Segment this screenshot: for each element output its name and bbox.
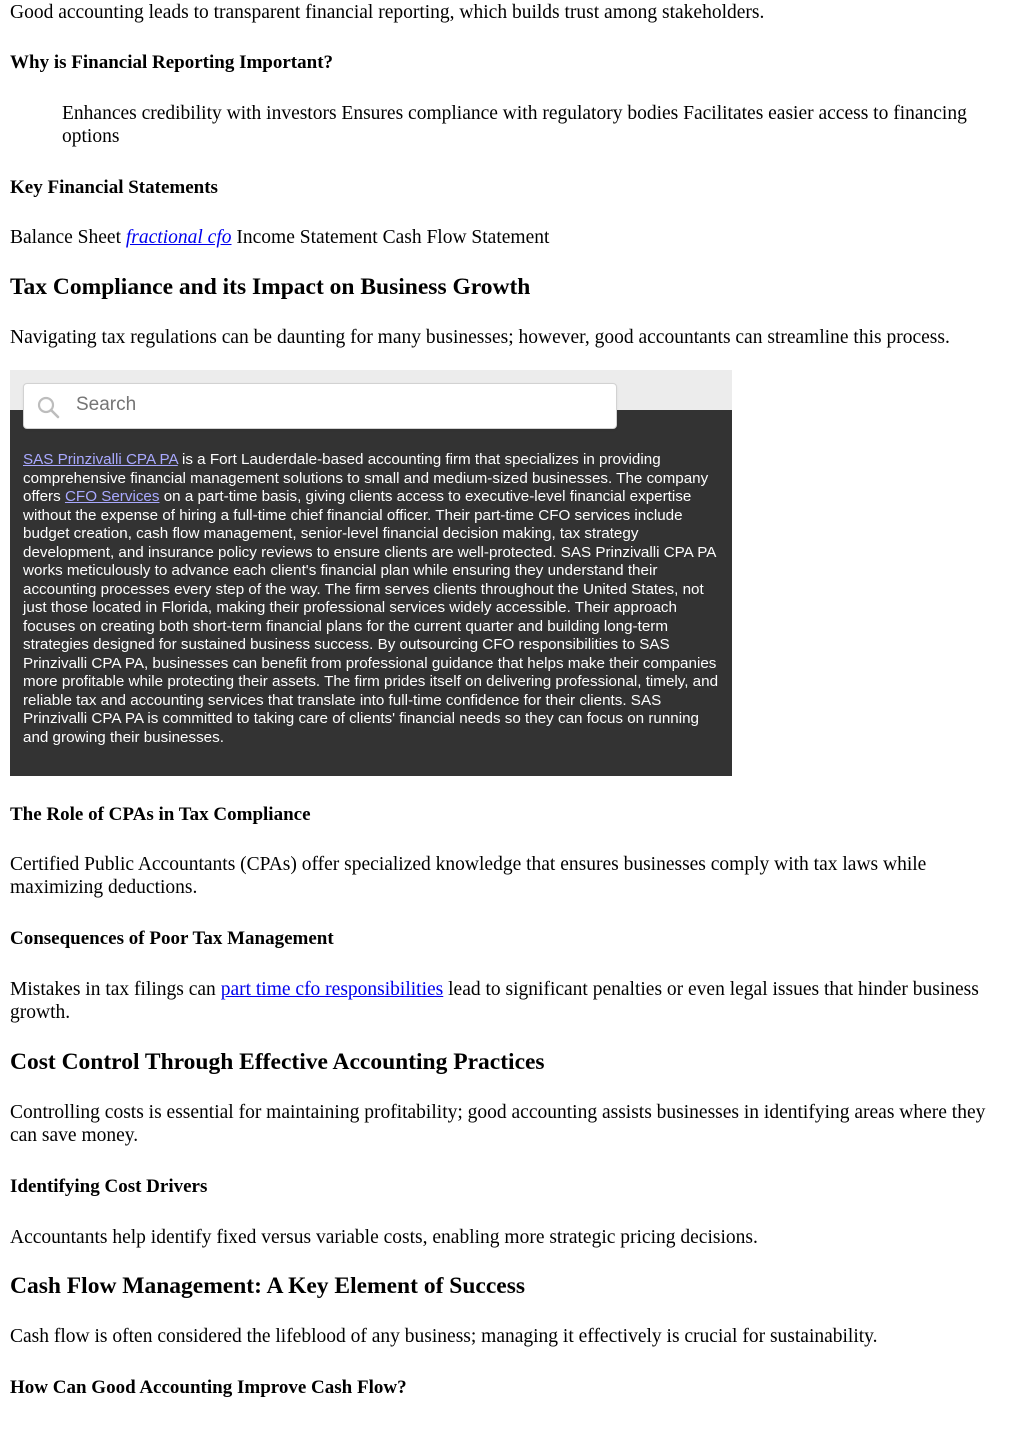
search-input[interactable] (76, 390, 596, 420)
why-list: Enhances credibility with investors Ensures compliance with regulatory bodies Facilitates easier access to financing options (62, 103, 967, 147)
embedded-map-widget (10, 370, 732, 776)
heading-consequences: Consequences of Poor Tax Management (10, 928, 334, 949)
mistakes-suffix: lead to significant penalties or even legal issues that hinder business growth. (10, 979, 979, 1023)
search-box (23, 383, 617, 429)
mistakes-paragraph (10, 978, 1010, 1024)
sas-prinzivalli-link[interactable]: SAS Prinzivalli CPA PA (23, 451, 178, 468)
search-icon (36, 395, 62, 421)
business-description (23, 451, 723, 747)
heading-cost-drivers: Identifying Cost Drivers (10, 1176, 208, 1197)
heading-key-statements: Key Financial Statements (10, 177, 218, 198)
fractional-cfo-link[interactable]: fractional cfo (125, 227, 232, 248)
key-statements-line (10, 226, 549, 249)
heading-cost-control: Cost Control Through Effective Accounting Practices (10, 1049, 545, 1075)
cost-intro: Controlling costs is essential for maintaining profitability; good accounting assists businesses in identifying areas where they can save money. (10, 1102, 986, 1146)
role-paragraph: Certified Public Accountants (CPAs) offer specialized knowledge that ensures businesses comply with tax laws while maximizing deductions. (10, 854, 927, 898)
cash-flow-intro: Cash flow is often considered the lifeblood of any business; managing it effectively is crucial for sustainability. (10, 1326, 878, 1347)
description-part-1: is a Fort Lauderdale-based accounting firm that specializes in providing comprehensive financial management solutions to small and medium-sized businesses. The company offers (23, 451, 709, 505)
intro-paragraph: Good accounting leads to transparent financial reporting, which builds trust among stakeholders. (10, 2, 765, 23)
heading-role-of-cpas: The Role of CPAs in Tax Compliance (10, 804, 311, 825)
heading-improve-cash-flow: How Can Good Accounting Improve Cash Flow? (10, 1377, 407, 1398)
description-part-2: on a part-time basis, giving clients access to executive-level financial expertise without the expense of hiring a full-time chief financial officer. Their part-time CFO services include budget creation, cash flow management, senior-level financial decision making, tax strategy development, and insurance policy reviews to ensure clients are well-protected. SAS Prinzivalli CPA PA works meticulously to advance each client's financial plan while ensuring they understand their accounting processes every step of the way. The firm serves clients throughout the United States, not just those located in Florida, making their professional services widely accessible. Their approach focuses on creating both short-term financial plans for the current quarter and building long-term strategies designed for sustained business success. By outsourcing CFO responsibilities to SAS Prinzivalli CPA PA, businesses can benefit from professional guidance that helps make their companies more profitable while protecting their assets. The firm prides itself on delivering professional, timely, and reliable tax and accounting services that translate into full-time confidence for their clients. SAS Prinzivalli CPA PA is committed to taking care of clients' financial needs so they can focus on running and growing their businesses. (23, 488, 719, 746)
heading-why-financial-reporting: Why is Financial Reporting Important? (10, 52, 334, 73)
mistakes-prefix: Mistakes in tax filings can (10, 979, 216, 1000)
heading-cash-flow: Cash Flow Management: A Key Element of Success (10, 1273, 525, 1299)
cfo-services-link[interactable]: CFO Services (64, 488, 160, 505)
heading-tax-compliance: Tax Compliance and its Impact on Business Growth (10, 274, 531, 300)
part-time-cfo-responsibilities-link[interactable]: part time cfo responsibilities (220, 979, 444, 1000)
cost-drivers-paragraph: Accountants help identify fixed versus variable costs, enabling more strategic pricing decisions. (10, 1227, 758, 1248)
key-statements-prefix: Balance Sheet (10, 227, 121, 248)
tax-intro: Navigating tax regulations can be daunting for many businesses; however, good accountants can streamline this process. (10, 327, 950, 348)
key-statements-suffix: Income Statement Cash Flow Statement (236, 227, 550, 248)
